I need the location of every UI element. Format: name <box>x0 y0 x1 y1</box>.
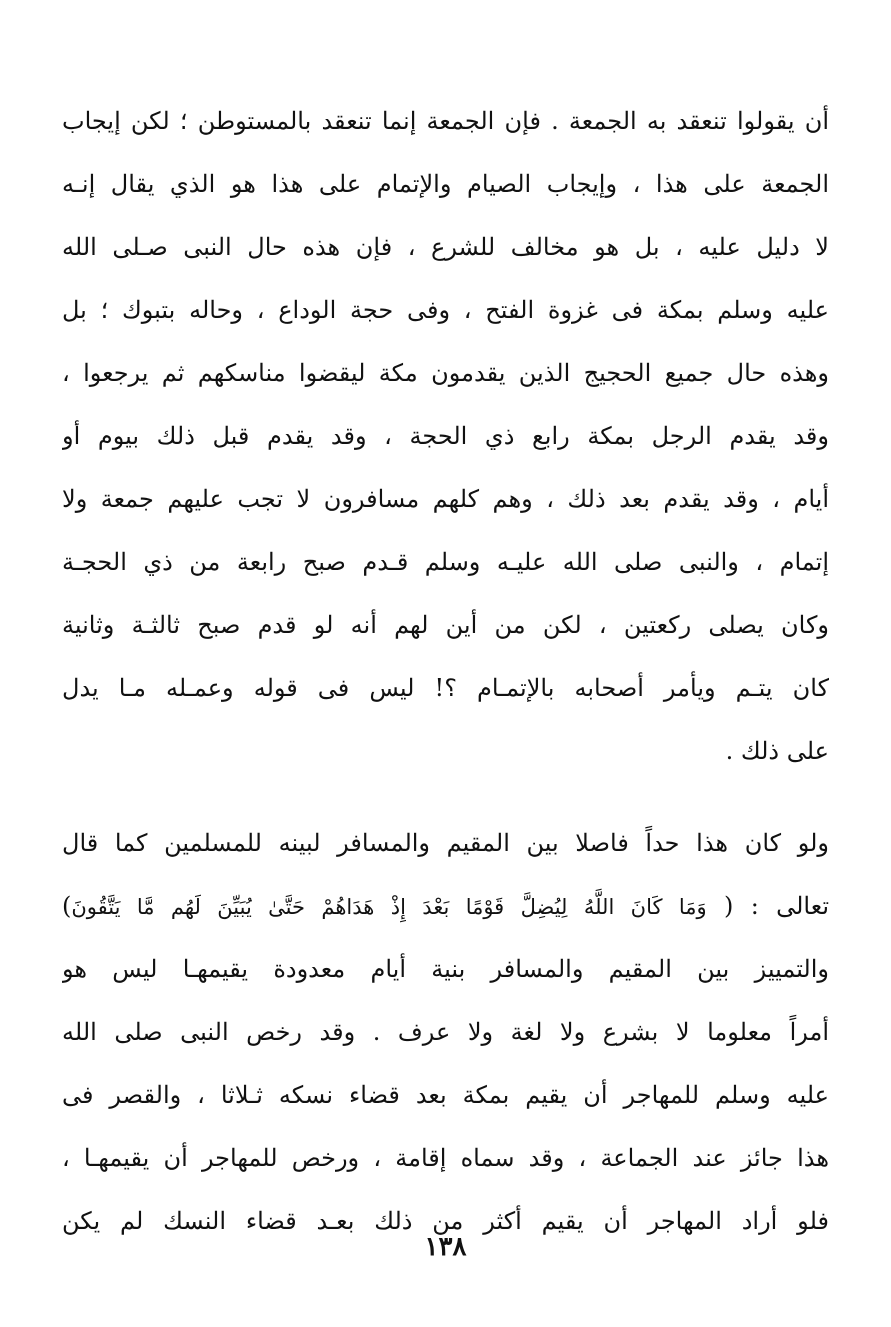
quran-verse: وَمَا كَانَ اللَّهُ لِيُضِلَّ قَوْمًا بَعْدَ إِذْ هَدَاهُمْ حَتَّىٰ يُبَيِّنَ لَهُم مَّا يَتَّقُونَ <box>71 895 707 919</box>
text-line: إتمام ، والنبى صلى الله عليـه وسلم قـدم صبح رابعة من ذي الحجـة <box>62 548 829 576</box>
paragraph-1 <box>62 90 829 783</box>
text-line: كان يتـم ويأمر أصحابه بالإتمـام ؟! ليس فى قوله وعمـله مـا يدل <box>62 674 829 702</box>
quran-verse-line <box>62 875 829 938</box>
text-line: فلو أراد المهاجر أن يقيم أكثر من ذلك بعـد قضاء النسك لم يكن <box>62 1207 829 1235</box>
text-line: والتمييز بين المقيم والمسافر بنية أيام معدودة يقيمهـا ليس هو <box>62 955 829 983</box>
verse-suffix: ) <box>62 892 72 920</box>
text-line: أمراً معلوما لا بشرع ولا لغة ولا عرف . وقد رخص النبى صلى الله <box>62 1018 829 1046</box>
text-line: عليه وسلم بمكة فى غزوة الفتح ، وفى حجة الوداع ، وحاله بتبوك ؛ بل <box>62 296 829 324</box>
text-line: أن يقولوا تنعقد به الجمعة . فإن الجمعة إنما تنعقد بالمستوطن ؛ لكن إيجاب <box>62 107 829 135</box>
verse-prefix: تعالى : ( <box>724 892 829 920</box>
text-line: أيام ، وقد يقدم بعد ذلك ، وهم كلهم مسافرون لا تجب عليهم جمعة ولا <box>62 485 829 513</box>
paragraph-2 <box>62 812 829 1253</box>
page-number: ١٣٨ <box>424 1232 467 1262</box>
text-line: وهذه حال جميع الحجيج الذين يقدمون مكة ليقضوا مناسكهم ثم يرجعوا ، <box>62 359 829 387</box>
text-line: لا دليل عليه ، بل هو مخالف للشرع ، فإن هذه حال النبى صـلى الله <box>62 233 829 261</box>
text-line: وقد يقدم الرجل بمكة رابع ذي الحجة ، وقد يقدم قبل ذلك بيوم أو <box>62 422 829 450</box>
text-line: عليه وسلم للمهاجر أن يقيم بمكة بعد قضاء نسكه ثـلاثا ، والقصر فى <box>62 1081 829 1109</box>
text-line: ولو كان هذا حداً فاصلا بين المقيم والمسافر لبينه للمسلمين كما قال <box>62 829 829 857</box>
text-line: الجمعة على هذا ، وإيجاب الصيام والإتمام على هذا هو الذي يقال إنـه <box>62 170 829 198</box>
text-line: هذا جائز عند الجماعة ، وقد سماه إقامة ، ورخص للمهاجر أن يقيمهـا ، <box>62 1144 829 1172</box>
text-line: وكان يصلى ركعتين ، لكن من أين لهم أنه لو قدم صبح ثالثـة وثانية <box>62 611 829 639</box>
text-line: على ذلك . <box>725 737 829 765</box>
